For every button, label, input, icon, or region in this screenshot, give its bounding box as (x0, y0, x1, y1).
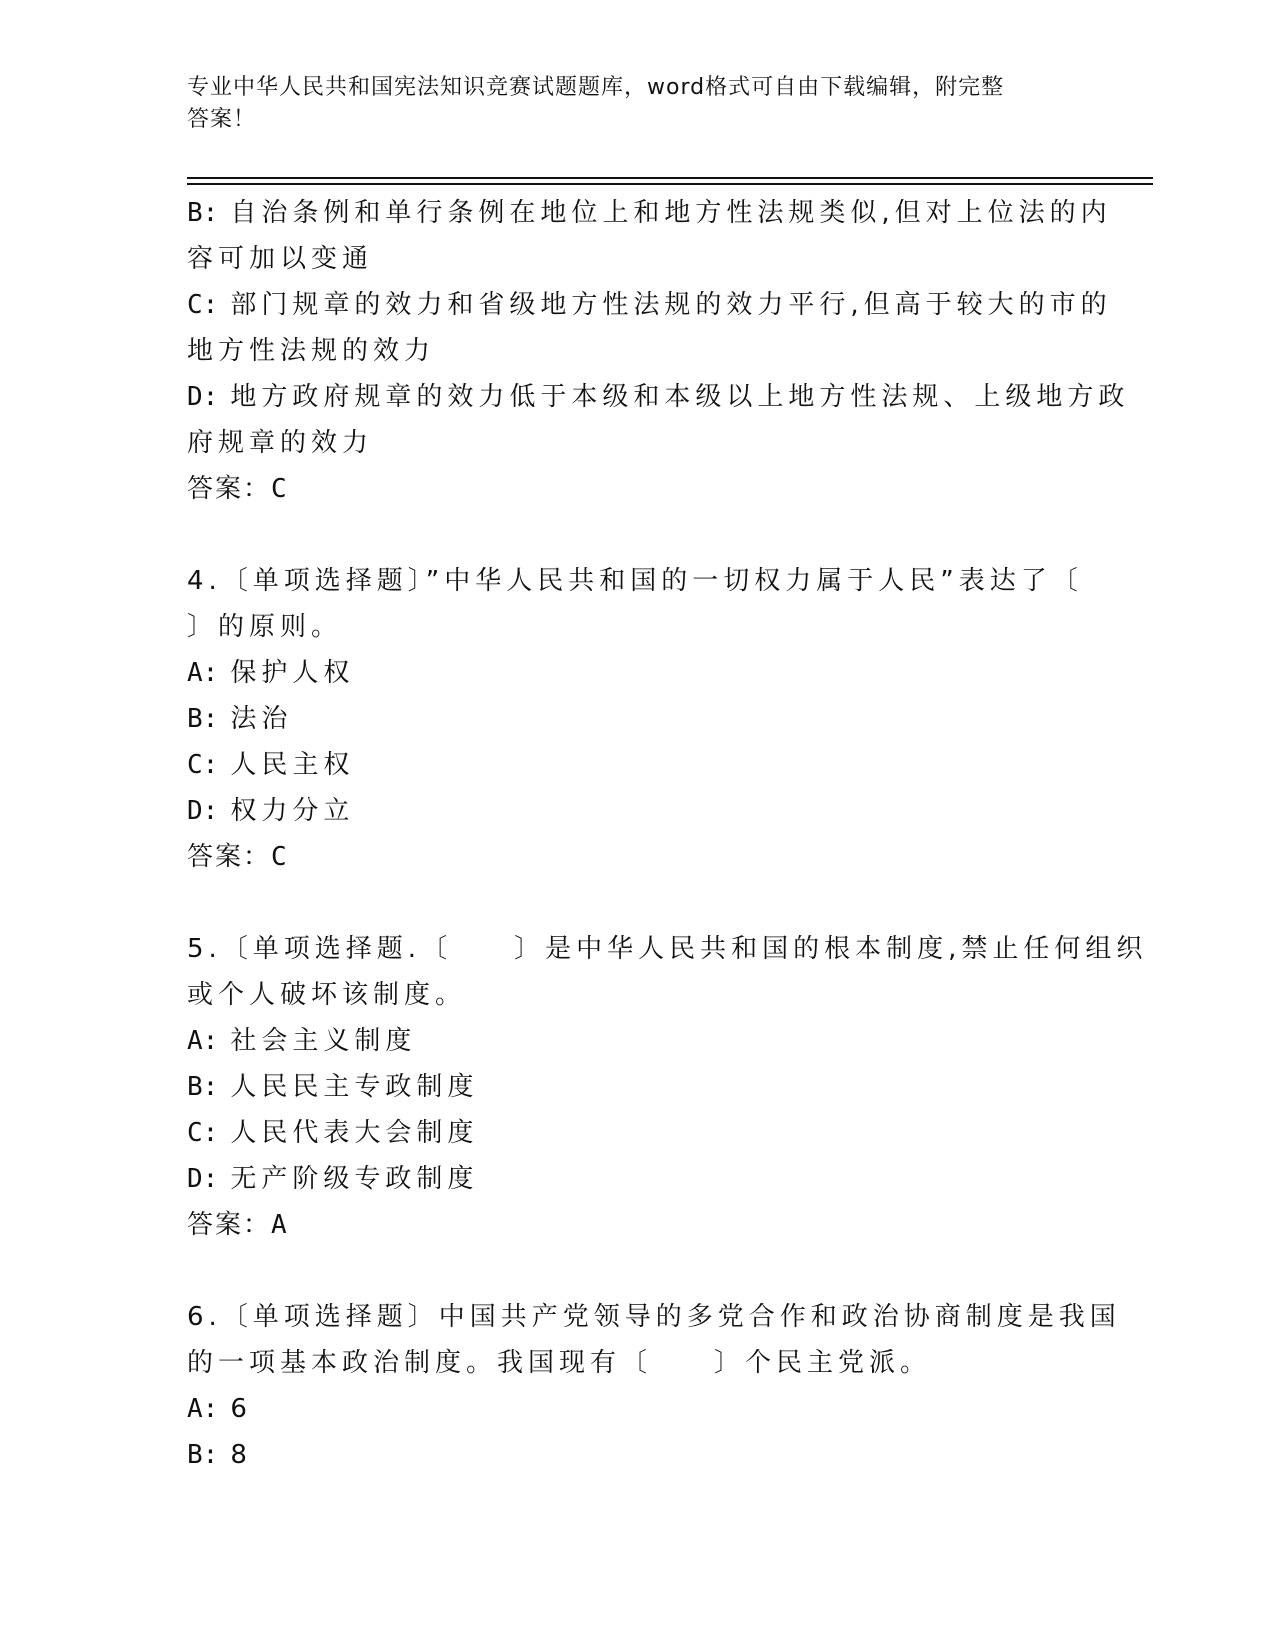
option-line-cont: 地方性法规的效力 (187, 336, 436, 366)
header-divider-top (187, 177, 1153, 179)
question-stem-cont: 〕的原则。 (187, 612, 343, 642)
option-text: 权力分立 (230, 796, 355, 826)
question-stem: 4.〔单项选择题〕”中华人民共和国的一切权力属于人民”表达了〔 (187, 566, 1083, 596)
answer-value: C (271, 474, 289, 504)
option-label: B: (187, 1440, 219, 1470)
answer-line (187, 834, 1077, 880)
option-text: 地方政府规章的效力低于本级和本级以上地方性法规、上级地方政 (230, 382, 1130, 412)
spacer (187, 512, 1077, 558)
option-line (187, 696, 1077, 742)
option-line (187, 1018, 1077, 1064)
option-line (187, 1064, 1077, 1110)
option-line (187, 1156, 1077, 1202)
option-text: 8 (230, 1440, 252, 1470)
header-divider-bottom (187, 183, 1153, 185)
option-label: B: (187, 198, 219, 228)
option-label: C: (187, 290, 219, 320)
answer-label: 答案： (187, 1210, 272, 1240)
question-5 (187, 926, 1148, 1248)
question-6 (187, 1294, 1121, 1478)
option-line (187, 1432, 1077, 1478)
option-label: C: (187, 1118, 219, 1148)
spacer (187, 1248, 1077, 1294)
option-label: A: (187, 1394, 219, 1424)
option-text: 人民主权 (230, 750, 355, 780)
option-text: 法治 (230, 704, 293, 734)
option-label: C: (187, 750, 219, 780)
question-stem: 5.〔单项选择题.〔 〕是中华人民共和国的根本制度,禁止任何组织 (187, 934, 1148, 964)
option-line (187, 282, 1112, 328)
answer-label: 答案： (187, 842, 272, 872)
option-line (187, 650, 1077, 696)
option-text: 人民民主专政制度 (230, 1072, 479, 1102)
option-text: 无产阶级专政制度 (230, 1164, 479, 1194)
spacer (187, 880, 1077, 926)
answer-line (187, 1202, 1077, 1248)
option-text: 部门规章的效力和省级地方性法规的效力平行,但高于较大的市的 (230, 290, 1112, 320)
option-text: 6 (230, 1394, 252, 1424)
option-label: A: (187, 1026, 219, 1056)
option-line-cont: 府规章的效力 (187, 428, 374, 458)
option-text: 自治条例和单行条例在地位上和地方性法规类似,但对上位法的内 (230, 198, 1112, 228)
header-line-2: 答案！ (187, 107, 257, 132)
option-line (187, 788, 1077, 834)
option-text: 保护人权 (230, 658, 355, 688)
option-label: D: (187, 796, 219, 826)
answer-line (187, 466, 1077, 512)
document-body (187, 190, 1148, 1478)
option-label: B: (187, 704, 219, 734)
option-text: 人民代表大会制度 (230, 1118, 479, 1148)
answer-value: A (271, 1210, 289, 1240)
option-line-cont: 容可加以变通 (187, 244, 374, 274)
question-stem-cont: 或个人破坏该制度。 (187, 980, 467, 1010)
option-line (187, 1110, 1077, 1156)
option-label: B: (187, 1072, 219, 1102)
option-line (187, 1386, 1077, 1432)
question-stem: 6.〔单项选择题〕中国共产党领导的多党合作和政治协商制度是我国 (187, 1302, 1121, 1332)
option-line (187, 374, 1130, 420)
prev-question (187, 190, 1130, 512)
header-line-1: 专业中华人民共和国宪法知识竞赛试题题库，word格式可自由下载编辑，附完整 (187, 75, 1005, 100)
option-label: D: (187, 382, 219, 412)
question-4 (187, 558, 1083, 880)
document-header (187, 72, 1077, 136)
option-label: A: (187, 658, 219, 688)
option-label: D: (187, 1164, 219, 1194)
question-stem-cont: 的一项基本政治制度。我国现有〔 〕个民主党派。 (187, 1348, 932, 1378)
option-line (187, 190, 1112, 236)
answer-label: 答案： (187, 474, 272, 504)
option-line (187, 742, 1077, 788)
answer-value: C (271, 842, 289, 872)
option-text: 社会主义制度 (230, 1026, 417, 1056)
